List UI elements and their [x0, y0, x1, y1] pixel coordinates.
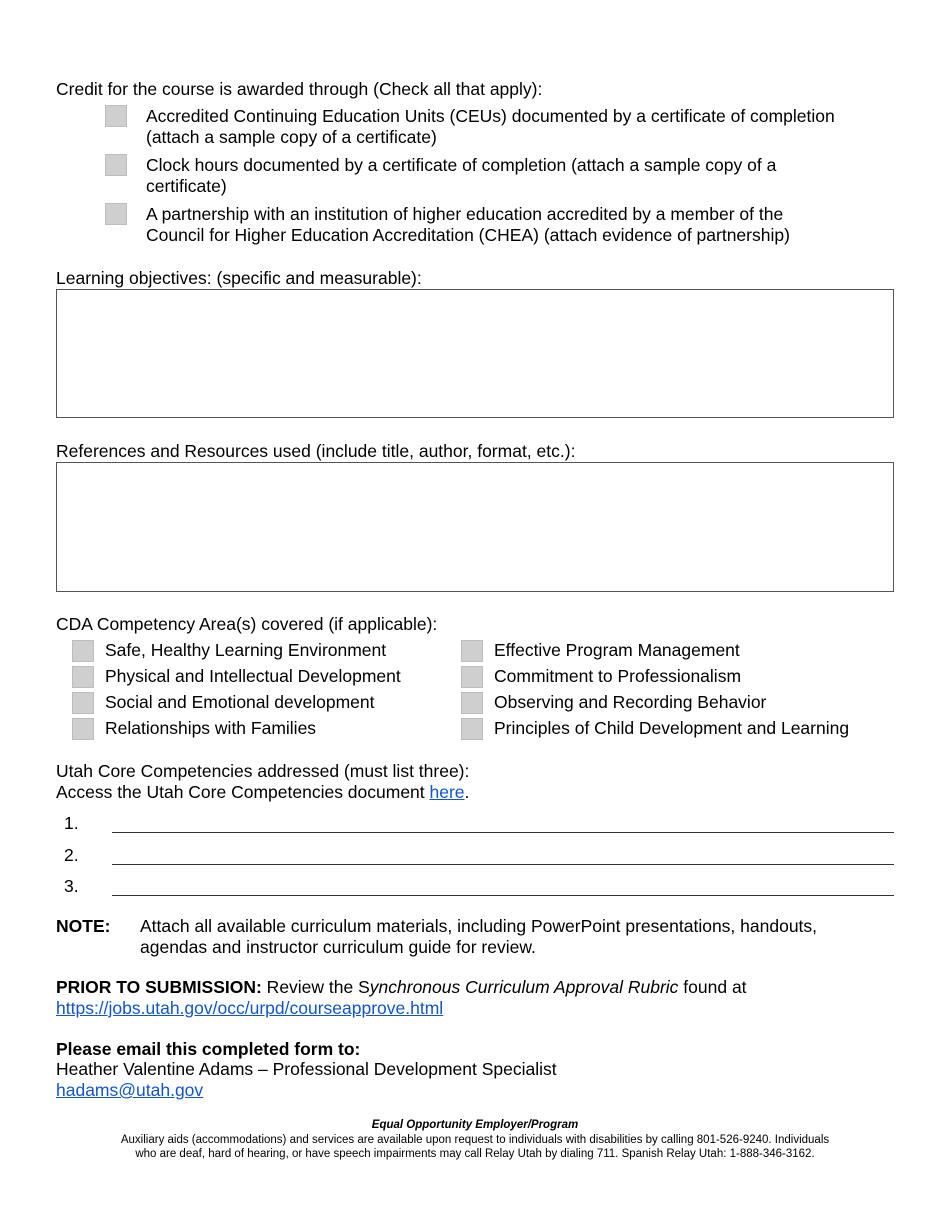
cda-left-item: Social and Emotional development — [105, 692, 375, 712]
prior-text1: Review the S — [261, 977, 370, 997]
cda-left-item: Physical and Intellectual Development — [105, 666, 401, 686]
utah-document-link[interactable]: here — [429, 782, 465, 802]
cda-checkbox-physical-intellectual[interactable] — [72, 666, 94, 688]
rubric-title: ynchronous Curriculum Approval Rubric — [369, 977, 679, 997]
prior-label: PRIOR TO SUBMISSION: — [56, 977, 262, 997]
utah-label: Utah Core Competencies addressed (must list three): — [56, 761, 470, 781]
objectives-textarea[interactable] — [56, 289, 894, 418]
credit-option-partnership-line1: A partnership with an institution of higher education accredited by a member of the — [146, 204, 784, 224]
credit-option-clock-line1: Clock hours documented by a certificate of completion (attach a sample copy of a — [146, 155, 777, 175]
footer-line2: who are deaf, hard of hearing, or have speech impairments may call Relay Utah by dialing 711. Spanish Relay Utah: 1-888-346-3162. — [135, 1148, 815, 1160]
note-line1: Attach all available curriculum materials, including PowerPoint presentations, handouts, — [140, 916, 818, 936]
competency-input-3[interactable] — [112, 895, 894, 896]
footer-line1: Auxiliary aids (accommodations) and services are available upon request to individuals with disabilities by calling 801-526-9240. Individuals — [120, 1134, 830, 1146]
references-label: References and Resources used (include title, author, format, etc.): — [56, 441, 576, 461]
utah-access-text: Access the Utah Core Competencies document — [56, 782, 430, 802]
credit-option-ceu-line2: (attach a sample copy of a certificate) — [146, 127, 437, 147]
objectives-label: Learning objectives: (specific and measurable): — [56, 268, 422, 288]
cda-right-item: Observing and Recording Behavior — [494, 692, 767, 712]
prior-submission-line — [56, 977, 747, 998]
prior-text2: found at — [678, 977, 747, 997]
credit-heading: Credit for the course is awarded through (Check all that apply): — [56, 79, 543, 99]
cda-checkbox-social-emotional[interactable] — [72, 692, 94, 714]
competency-number: 3. — [64, 876, 79, 896]
competency-input-2[interactable] — [112, 864, 894, 865]
references-textarea[interactable] — [56, 462, 894, 592]
note-label: NOTE: — [56, 916, 111, 936]
cda-left-item: Relationships with Families — [105, 718, 317, 738]
cda-right-item: Effective Program Management — [494, 640, 740, 660]
cda-checkbox-professionalism[interactable] — [461, 666, 483, 688]
cda-label: CDA Competency Area(s) covered (if applicable): — [56, 614, 438, 634]
note-line2: agendas and instructor curriculum guide for review. — [140, 937, 536, 957]
cda-checkbox-program-management[interactable] — [461, 640, 483, 662]
utah-access-line — [56, 782, 469, 803]
course-approve-link[interactable]: https://jobs.utah.gov/occ/urpd/courseapprove.html — [56, 998, 444, 1018]
cda-right-item: Principles of Child Development and Learning — [494, 718, 850, 738]
cda-right-item: Commitment to Professionalism — [494, 666, 742, 686]
utah-access-period: . — [464, 782, 470, 802]
credit-option-clock-line2: certificate) — [146, 176, 227, 196]
credit-option-partnership-line2: Council for Higher Education Accreditation (CHEA) (attach evidence of partnership) — [146, 225, 790, 245]
cda-checkbox-safe-healthy[interactable] — [72, 640, 94, 662]
email-address-link[interactable]: hadams@utah.gov — [56, 1080, 204, 1100]
cda-left-item: Safe, Healthy Learning Environment — [105, 640, 387, 660]
competency-number: 2. — [64, 845, 79, 865]
email-label: Please email this completed form to: — [56, 1039, 361, 1059]
cda-checkbox-relationships-families[interactable] — [72, 718, 94, 740]
credit-checkbox-partnership[interactable] — [105, 203, 127, 225]
credit-checkbox-ceu[interactable] — [105, 105, 127, 127]
competency-input-1[interactable] — [112, 832, 894, 833]
footer-title: Equal Opportunity Employer/Program — [371, 1119, 579, 1131]
email-contact: Heather Valentine Adams – Professional Development Specialist — [56, 1059, 557, 1079]
credit-checkbox-clock-hours[interactable] — [105, 154, 127, 176]
competency-number: 1. — [64, 813, 79, 833]
cda-checkbox-observing-recording[interactable] — [461, 692, 483, 714]
cda-checkbox-child-development[interactable] — [461, 718, 483, 740]
credit-option-ceu-line1: Accredited Continuing Education Units (CEUs) documented by a certificate of completion — [146, 106, 835, 126]
